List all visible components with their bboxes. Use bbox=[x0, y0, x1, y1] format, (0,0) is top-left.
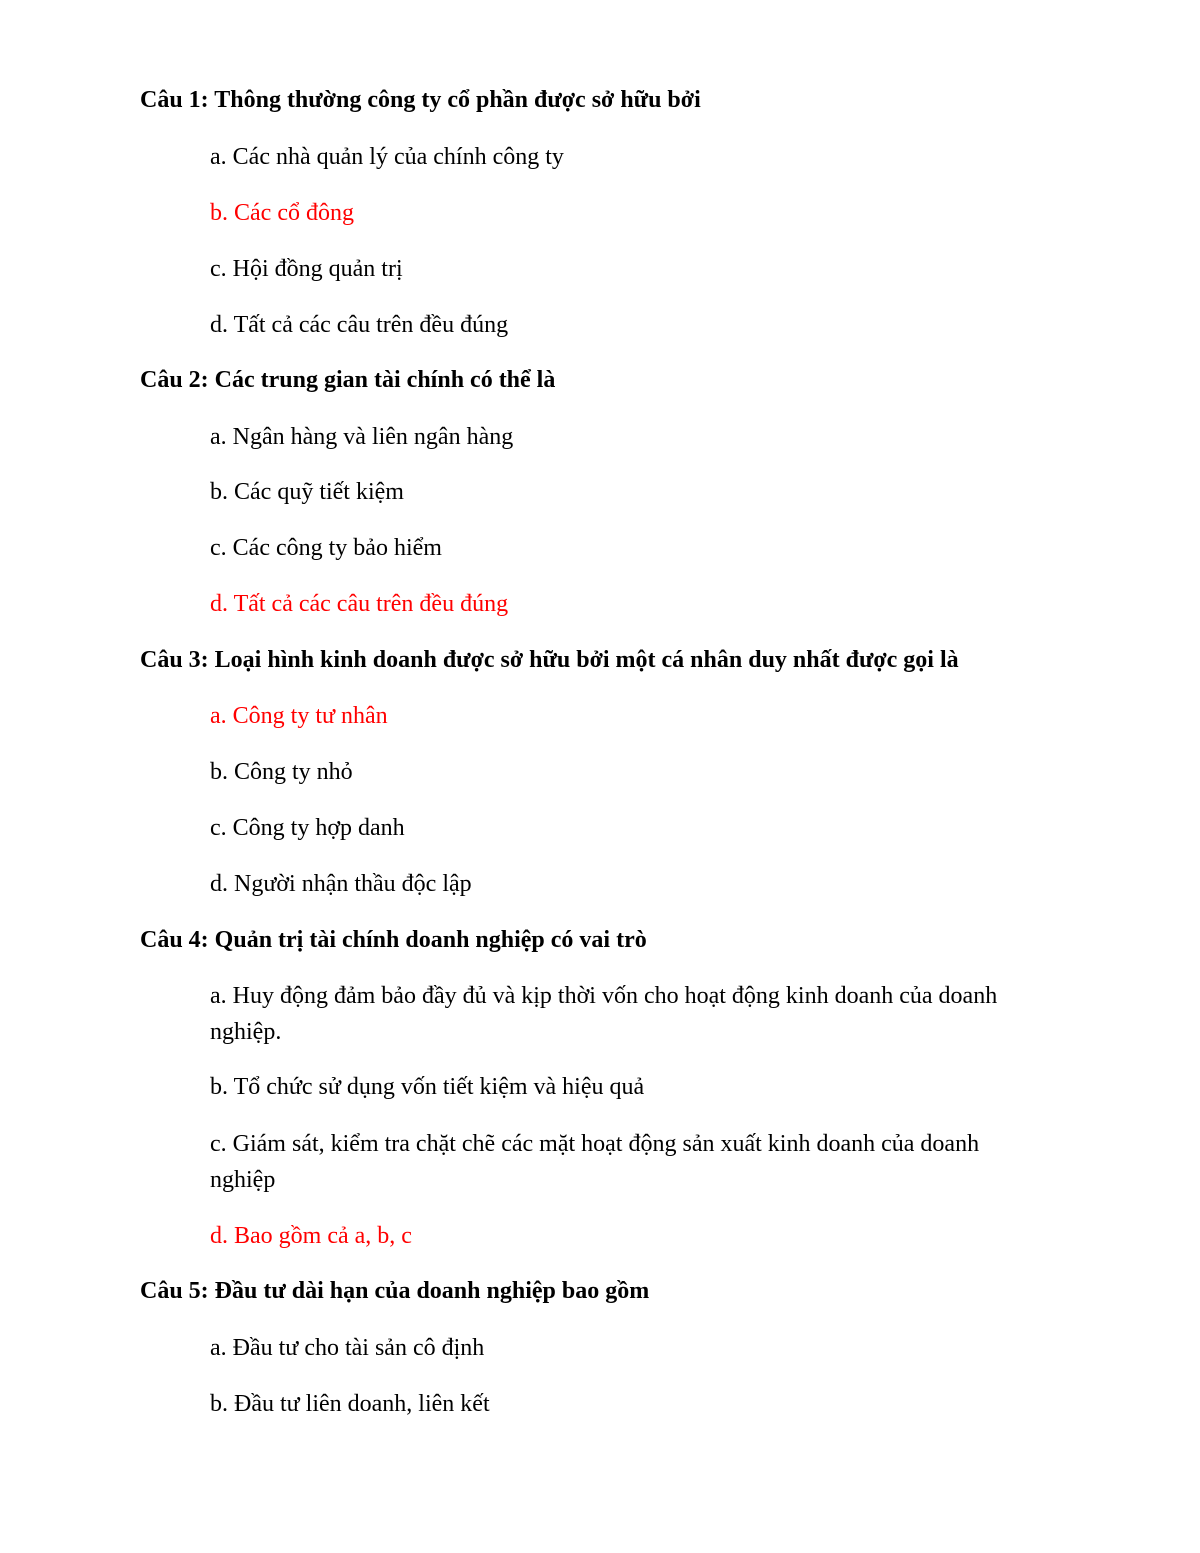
question-4-option-c: c. Giám sát, kiểm tra chặt chẽ các mặt hoạt động sản xuất kinh doanh của doanh nghiệp bbox=[210, 1131, 980, 1193]
question-3-prompt: Câu 3: Loại hình kinh doanh được sở hữu bởi một cá nhân duy nhất được gọi là bbox=[140, 647, 959, 673]
question-1-option-d: d. Tất cả các câu trên đều đúng bbox=[210, 312, 509, 338]
question-4-option-a: a. Huy động đảm bảo đầy đủ và kịp thời vốn cho hoạt động kinh doanh của doanh nghiệp. bbox=[210, 983, 998, 1045]
question-2-option-c: c. Các công ty bảo hiểm bbox=[210, 535, 442, 561]
question-1-prompt: Câu 1: Thông thường công ty cổ phần được sở hữu bởi bbox=[140, 87, 701, 113]
question-2-option-d-correct: d. Tất cả các câu trên đều đúng bbox=[210, 591, 509, 617]
question-3-option-b: b. Công ty nhỏ bbox=[210, 759, 353, 785]
question-5-option-a: a. Đầu tư cho tài sản cô định bbox=[210, 1335, 485, 1361]
question-2-option-a: a. Ngân hàng và liên ngân hàng bbox=[210, 424, 514, 450]
question-3-option-d: d. Người nhận thầu độc lập bbox=[210, 871, 472, 897]
question-1-option-a: a. Các nhà quản lý của chính công ty bbox=[210, 144, 564, 170]
question-4-prompt: Câu 4: Quản trị tài chính doanh nghiệp có vai trò bbox=[140, 927, 647, 953]
question-5-option-b: b. Đầu tư liên doanh, liên kết bbox=[210, 1391, 490, 1417]
question-2-prompt: Câu 2: Các trung gian tài chính có thể là bbox=[140, 367, 556, 393]
question-2-option-b: b. Các quỹ tiết kiệm bbox=[210, 479, 404, 505]
question-4-option-b: b. Tổ chức sử dụng vốn tiết kiệm và hiệu quả bbox=[210, 1074, 645, 1100]
question-1-option-b-correct: b. Các cổ đông bbox=[210, 200, 354, 226]
question-5-prompt: Câu 5: Đầu tư dài hạn của doanh nghiệp bao gồm bbox=[140, 1278, 650, 1304]
question-4-option-d-correct: d. Bao gồm cả a, b, c bbox=[210, 1223, 412, 1249]
question-3-option-a-correct: a. Công ty tư nhân bbox=[210, 703, 388, 729]
question-1-option-c: c. Hội đồng quản trị bbox=[210, 256, 403, 282]
question-3-option-c: c. Công ty hợp danh bbox=[210, 815, 405, 841]
